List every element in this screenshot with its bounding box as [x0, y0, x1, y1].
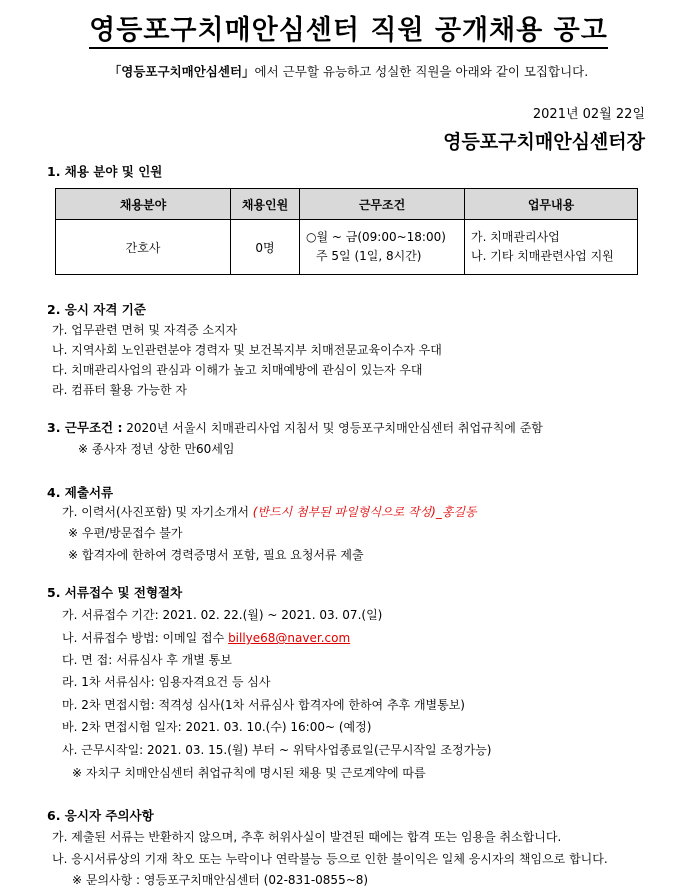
section6-heading: 6. 응시자 주의사항	[47, 808, 154, 823]
section3-text: 2020년 서울시 치매관리사업 지침서 및 영등포구치매안심센터 취업규칙에 준함	[126, 421, 543, 435]
table-header-row	[56, 189, 638, 220]
email-link[interactable]: billye68@naver.com	[228, 631, 351, 645]
documents-format-note: (반드시 첨부된 파일형식으로 작성)_홍길동	[252, 505, 477, 519]
intro-org: 「영등포구치매안심센터」	[108, 64, 255, 79]
documents-note: ※ 합격자에 한하여 경력증명서 포함, 필요 요청서류 제출	[68, 548, 364, 562]
procedure-note: ※ 자치구 치매안심센터 취업규칙에 명시된 채용 및 근로계약에 따름	[72, 766, 426, 780]
header-condition: 근무조건	[300, 189, 465, 220]
section3-note: ※ 종사자 정년 상한 만60세임	[78, 442, 235, 456]
cell-duty	[465, 220, 638, 275]
caution-item: 나. 응시서류상의 기재 착오 또는 누락이나 연락불능 등으로 인한 불이익은 일체 응시자의 책임으로 합니다.	[52, 852, 608, 866]
intro-body: 에서 근무할 유능하고 성실한 직원을 아래와 같이 모집합니다.	[254, 64, 589, 79]
procedure-item: 나. 서류접수 방법: 이메일 접수 billye68@naver.com	[62, 631, 351, 645]
documents-item: 가. 이력서(사진포함) 및 자기소개서 (반드시 첨부된 파일형식으로 작성)_홍길동	[62, 505, 477, 519]
procedure-item: 사. 근무시작일: 2021. 03. 15.(월) 부터 ~ 위탁사업종료일(근무시작일 조정가능)	[62, 743, 492, 757]
section2-heading: 2. 응시 자격 기준	[47, 302, 146, 317]
qualification-item: 다. 치매관리사업의 관심과 이해가 높고 치매예방에 관심이 있는자 우대	[52, 363, 423, 377]
qualification-item: 나. 지역사회 노인관련분야 경력자 및 보건복지부 치매전문교육이수자 우대	[52, 343, 442, 357]
cell-field: 간호사	[56, 220, 231, 275]
signature: 영등포구치매안심센터장	[443, 131, 645, 153]
condition-line-2: 주 5일 (1일, 8시간)	[316, 249, 422, 263]
intro-text	[0, 62, 697, 80]
recruitment-table	[55, 188, 638, 275]
table-row	[56, 220, 638, 275]
cell-condition	[300, 220, 465, 275]
condition-line-1: ○월 ~ 금(09:00~18:00)	[306, 230, 446, 244]
page-title: 영등포구치매안심센터 직원 공개채용 공고	[0, 8, 697, 47]
procedure-item: 마. 2차 면접시험: 적격성 심사(1차 서류심사 합격자에 한하여 추후 개별통보)	[62, 698, 465, 712]
section4-heading: 4. 제출서류	[47, 485, 114, 500]
duty-line-2: 나. 기타 치매관련사업 지원	[471, 249, 614, 263]
section3-line	[47, 418, 543, 436]
section5-heading: 5. 서류접수 및 전형절차	[47, 585, 183, 600]
header-duty: 업무내용	[465, 189, 638, 220]
header-field: 채용분야	[56, 189, 231, 220]
notice-date: 2021년 02월 22일	[532, 107, 645, 122]
procedure-item: 다. 면 접: 서류심사 후 개별 통보	[62, 653, 232, 667]
procedure-item: 바. 2차 면접시험 일자: 2021. 03. 10.(수) 16:00~ (예정)	[62, 720, 372, 734]
duty-line-1: 가. 치매관리사업	[471, 230, 560, 244]
section1-heading: 1. 채용 분야 및 인원	[47, 164, 163, 179]
documents-note: ※ 우편/방문접수 불가	[68, 526, 183, 540]
qualification-item: 가. 업무관련 면허 및 자격증 소지자	[52, 323, 238, 337]
procedure-item: 가. 서류접수 기간: 2021. 02. 22.(월) ~ 2021. 03. 07.(일)	[62, 608, 383, 622]
cell-count: 0명	[231, 220, 300, 275]
header-count: 채용인원	[231, 189, 300, 220]
procedure-item: 라. 1차 서류심사: 임용자격요건 등 심사	[62, 675, 271, 689]
qualification-item: 라. 컴퓨터 활용 가능한 자	[52, 383, 187, 397]
section3-heading: 3. 근무조건 :	[47, 420, 123, 435]
contact-note: ※ 문의사항 : 영등포구치매안심센터 (02-831-0855~8)	[72, 873, 369, 887]
caution-item: 가. 제출된 서류는 반환하지 않으며, 추후 허위사실이 발견된 때에는 합격 또는 임용을 취소합니다.	[52, 830, 562, 844]
